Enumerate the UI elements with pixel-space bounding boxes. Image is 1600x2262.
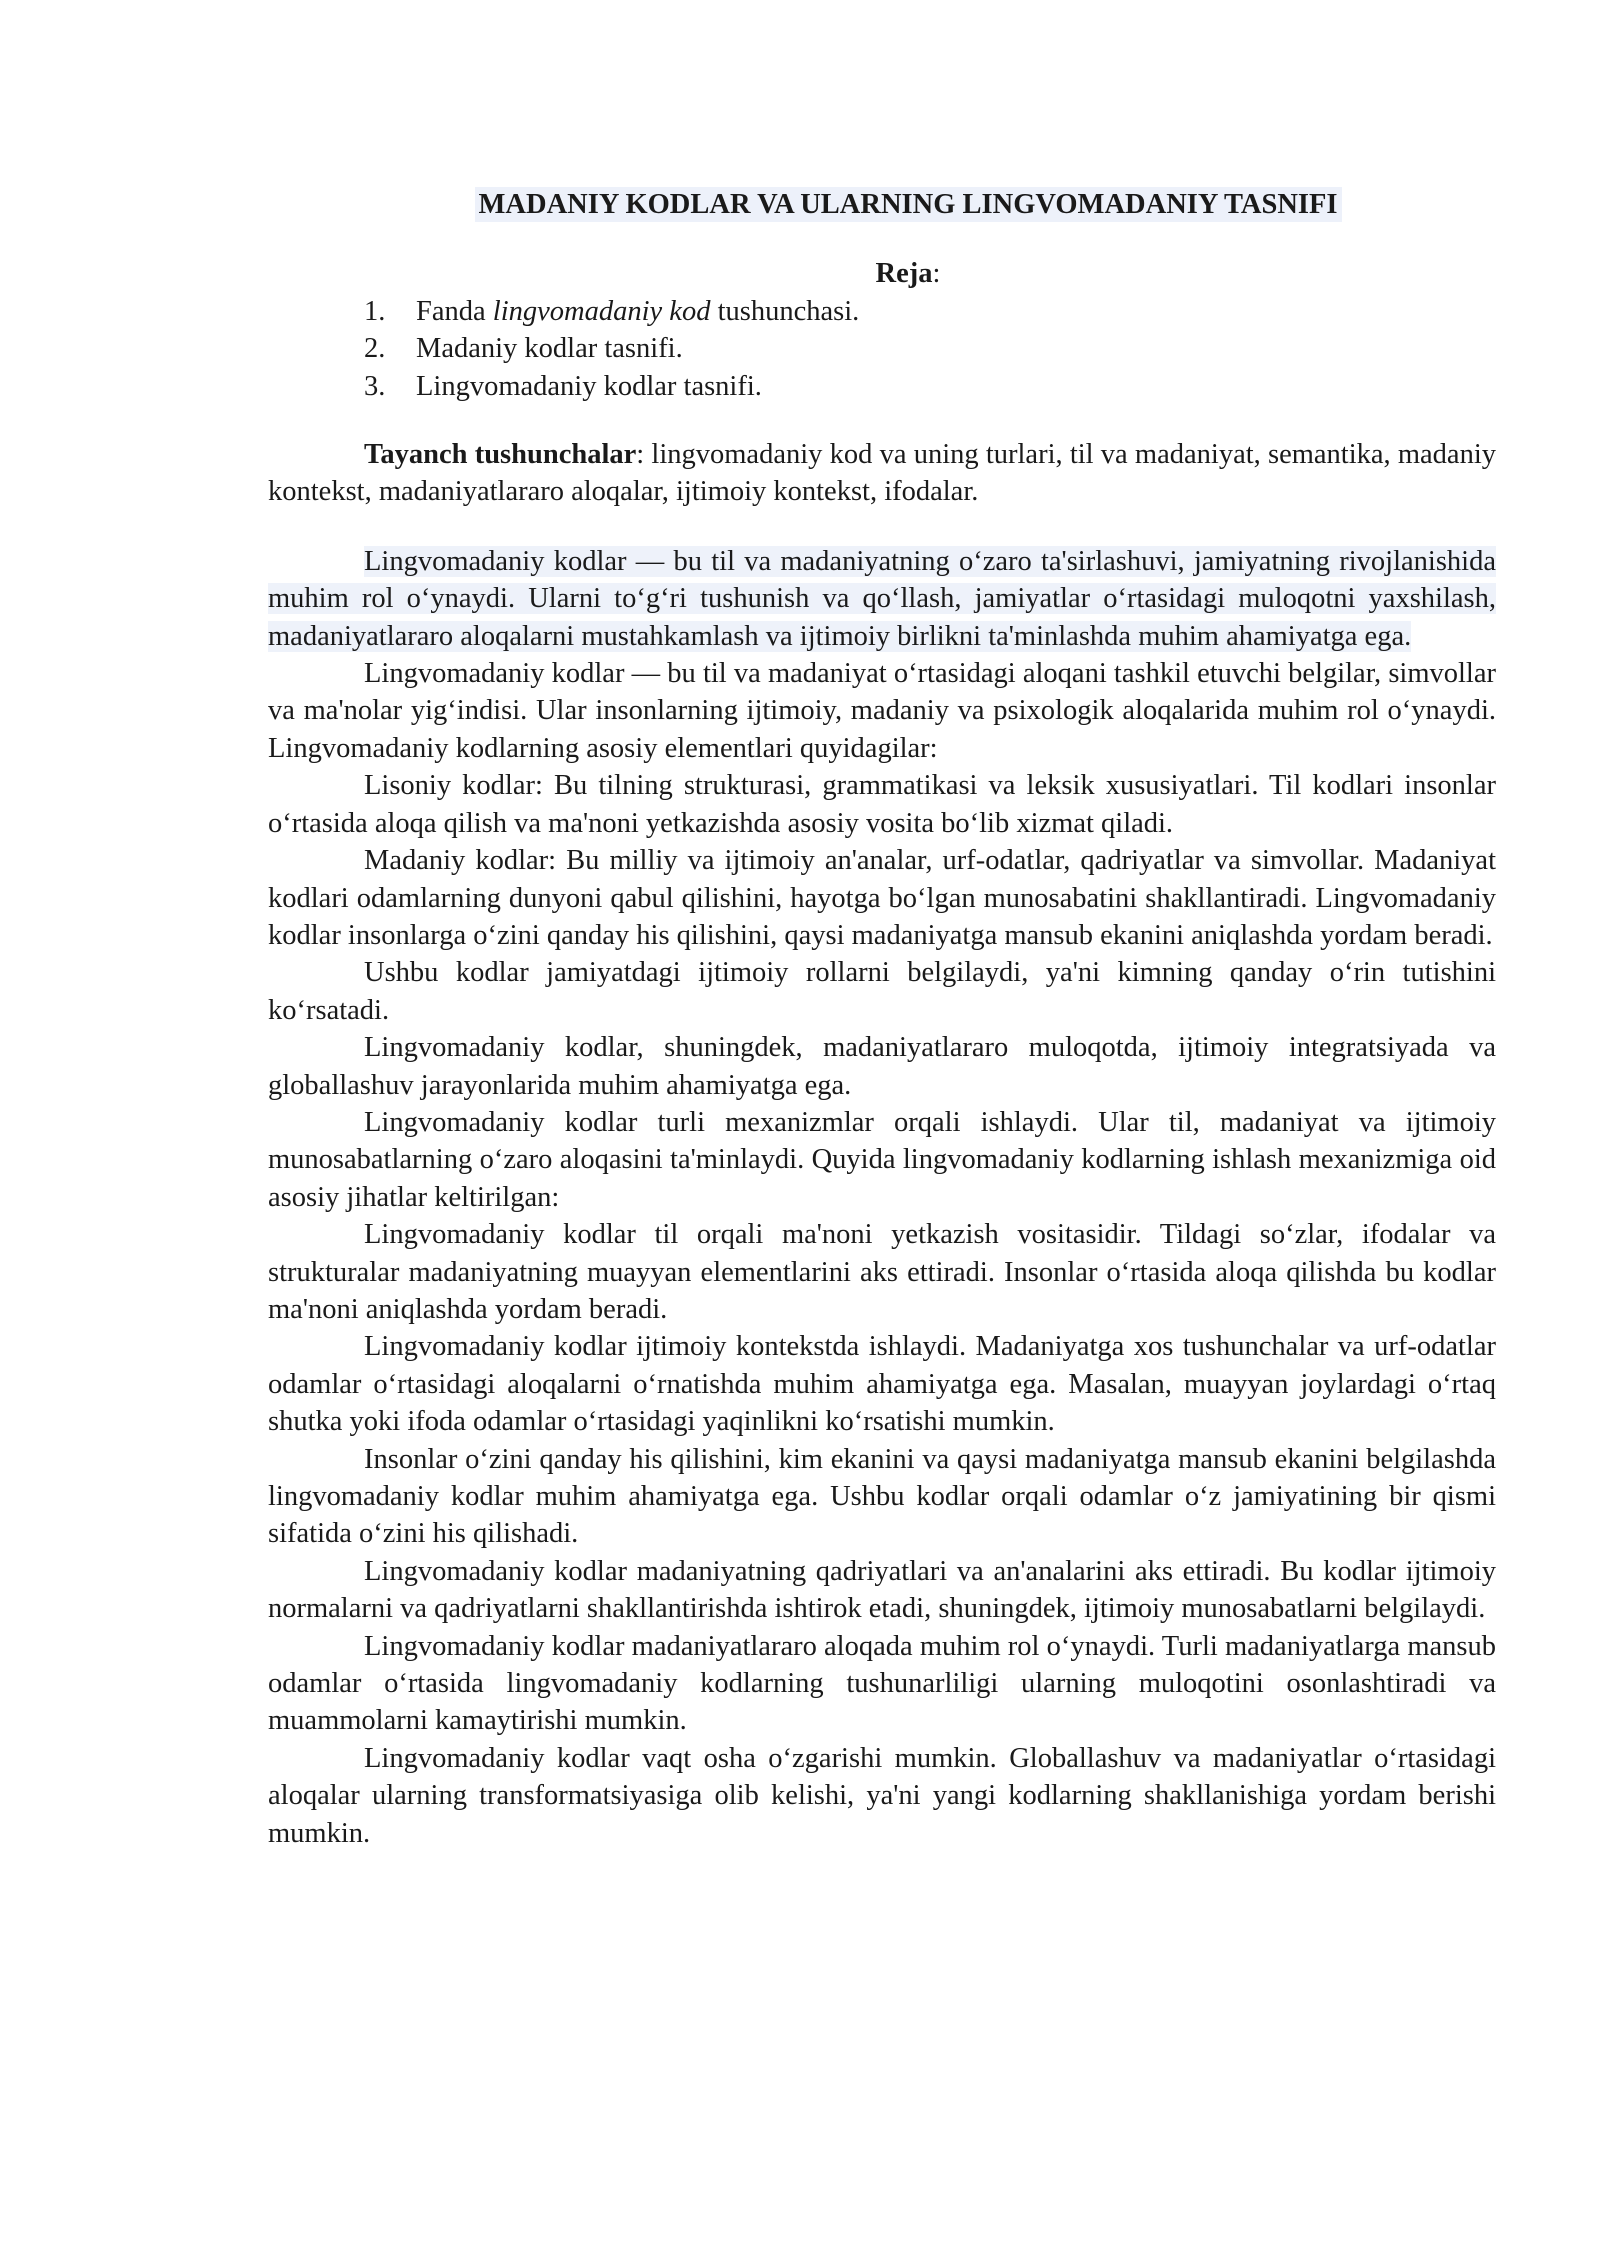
plan-heading-label: Reja	[875, 258, 933, 290]
plan-item-text: Madaniy kodlar tasnifi.	[416, 333, 683, 365]
document-page	[268, 186, 1496, 1852]
body-paragraph: Insonlar o‘zini qanday his qilishini, kim ekanini va qaysi madaniyatga mansub ekanini belgilashda lingvomadaniy kodlar muhim ahamiyatga ega. Ushbu kodlar orqali odamlar o‘z jamiyatining bir qismi sifatida o‘zini his qilishadi.	[268, 1443, 1496, 1550]
plan-item-text-italic: lingvomadaniy kod	[492, 295, 711, 327]
body-paragraph: Ushbu kodlar jamiyatdagi ijtimoiy rollarni belgilaydi, ya'ni kimning qanday o‘rin tutishini ko‘rsatadi.	[268, 957, 1496, 1026]
body-paragraph: Lingvomadaniy kodlar til orqali ma'noni yetkazish vositasidir. Tildagi so‘zlar, ifodalar va strukturalar madaniyatning muayyan elementlarini aks ettiradi. Insonlar o‘rtasida aloqa qilishda bu kodlar ma'noni aniqlashda yordam beradi.	[268, 1219, 1496, 1325]
body-paragraph: Lingvomadaniy kodlar, shuningdek, madaniyatlararo muloqotda, ijtimoiy integratsiyada va globallashuv jarayonlarida muhim ahamiyatga ega.	[268, 1032, 1496, 1101]
keywords-paragraph	[268, 436, 1496, 511]
plan-heading	[268, 255, 1496, 292]
body-paragraph: Lingvomadaniy kodlar vaqt osha o‘zgarishi mumkin. Globallashuv va madaniyatlar o‘rtasidagi aloqalar ularning transformatsiyasiga olib kelishi, ya'ni yangi kodlarning shakllanishiga yordam berishi mumkin.	[268, 1742, 1496, 1849]
plan-item	[268, 293, 1496, 330]
keywords-text: : lingvomadaniy kod va uning turlari, til va madaniyat, semantika, madaniy kontekst, madaniyatlararo aloqalar, ijtimoiy kontekst, ifodalar.	[268, 439, 1497, 508]
document-title	[268, 186, 1496, 223]
body-paragraph: Lingvomadaniy kodlar ijtimoiy kontekstda ishlaydi. Madaniyatga xos tushunchalar va urf-odatlar odamlar o‘rtasidagi aloqalarni o‘rnatishda muhim ahamiyatga ega. Masalan, muayyan joylardagi o‘rtaq shutka yoki ifoda odamlar o‘rtasidagi yaqinlikni ko‘rsatishi mumkin.	[268, 1331, 1496, 1438]
plan-item-number: 3.	[364, 370, 386, 402]
plan-item	[268, 330, 1496, 367]
body-paragraph: Lingvomadaniy kodlar madaniyatlararo aloqada muhim rol o‘ynaydi. Turli madaniyatlarga mansub odamlar o‘rtasida lingvomadaniy kodlarning tushunarliligi ularning muloqotini osonlashtiradi va muammolarni kamaytirishi mumkin.	[268, 1630, 1496, 1737]
plan-item-text: Lingvomadaniy kodlar tasnifi.	[416, 370, 762, 402]
plan-item-text-before: Fanda	[416, 295, 493, 327]
plan-item-number: 1.	[364, 295, 386, 327]
body-paragraph	[268, 543, 1496, 655]
plan-item-text-after: tushunchasi.	[710, 295, 860, 327]
plan-item	[268, 368, 1496, 405]
body-paragraph: Madaniy kodlar: Bu milliy va ijtimoiy an'analar, urf-odatlar, qadriyatlar va simvollar. Madaniyat kodlari odamlarning dunyoni qabul qilishini, hayotga bo‘lgan munosabatini shakllantiradi. Lingvomadaniy kodlar insonlarga o‘zini qanday his qilishini, qaysi madaniyatga mansub ekanini aniqlashda yordam beradi.	[268, 845, 1496, 951]
body-paragraph: Lisoniy kodlar: Bu tilning strukturasi, grammatikasi va leksik xususiyatlari. Til kodlari insonlar o‘rtasida aloqa qilish va ma'noni yetkazishda asosiy vosita bo‘lib xizmat qiladi.	[268, 770, 1496, 839]
body-paragraph: Lingvomadaniy kodlar turli mexanizmlar orqali ishlaydi. Ular til, madaniyat va ijtimoiy munosabatlarning o‘zaro aloqasini ta'minlaydi. Quyida lingvomadaniy kodlarning ishlash mexanizmiga oid asosiy jihatlar keltirilgan:	[268, 1106, 1496, 1213]
plan-item-text	[416, 293, 859, 330]
highlighted-text: Lingvomadaniy kodlar — bu til va madaniyatning o‘zaro ta'sirlashuvi, jamiyatning rivojlanishida muhim rol o‘ynaydi. Ularni to‘g‘ri tushunish va qo‘llash, jamiyatlar o‘rtasidagi muloqotni yaxshilash, madaniyatlararo aloqalarni mustahkamlash va ijtimoiy birlikni ta'minlashda muhim ahamiyatga ega.	[268, 545, 1496, 652]
body-paragraph: Lingvomadaniy kodlar — bu til va madaniyat o‘rtasidagi aloqani tashkil etuvchi belgilar, simvollar va ma'nolar yig‘indisi. Ular insonlarning ijtimoiy, madaniy va psixologik aloqalarida muhim rol o‘ynaydi. Lingvomadaniy kodlarning asosiy elementlari quyidagilar:	[268, 658, 1496, 764]
plan-heading-colon: :	[932, 258, 941, 290]
document-title-text: MADANIY KODLAR VA ULARNING LINGVOMADANIY TASNIFI	[475, 187, 1342, 222]
plan-item-number: 2.	[364, 333, 386, 365]
body-paragraph: Lingvomadaniy kodlar madaniyatning qadriyatlari va an'analarini aks ettiradi. Bu kodlar ijtimoiy normalarni va qadriyatlarni shakllantirishda ishtirok etadi, shuningdek, ijtimoiy munosabatlarni belgilaydi.	[268, 1555, 1496, 1625]
plan-list	[268, 293, 1496, 405]
keywords-label: Tayanch tushunchalar	[364, 439, 637, 471]
